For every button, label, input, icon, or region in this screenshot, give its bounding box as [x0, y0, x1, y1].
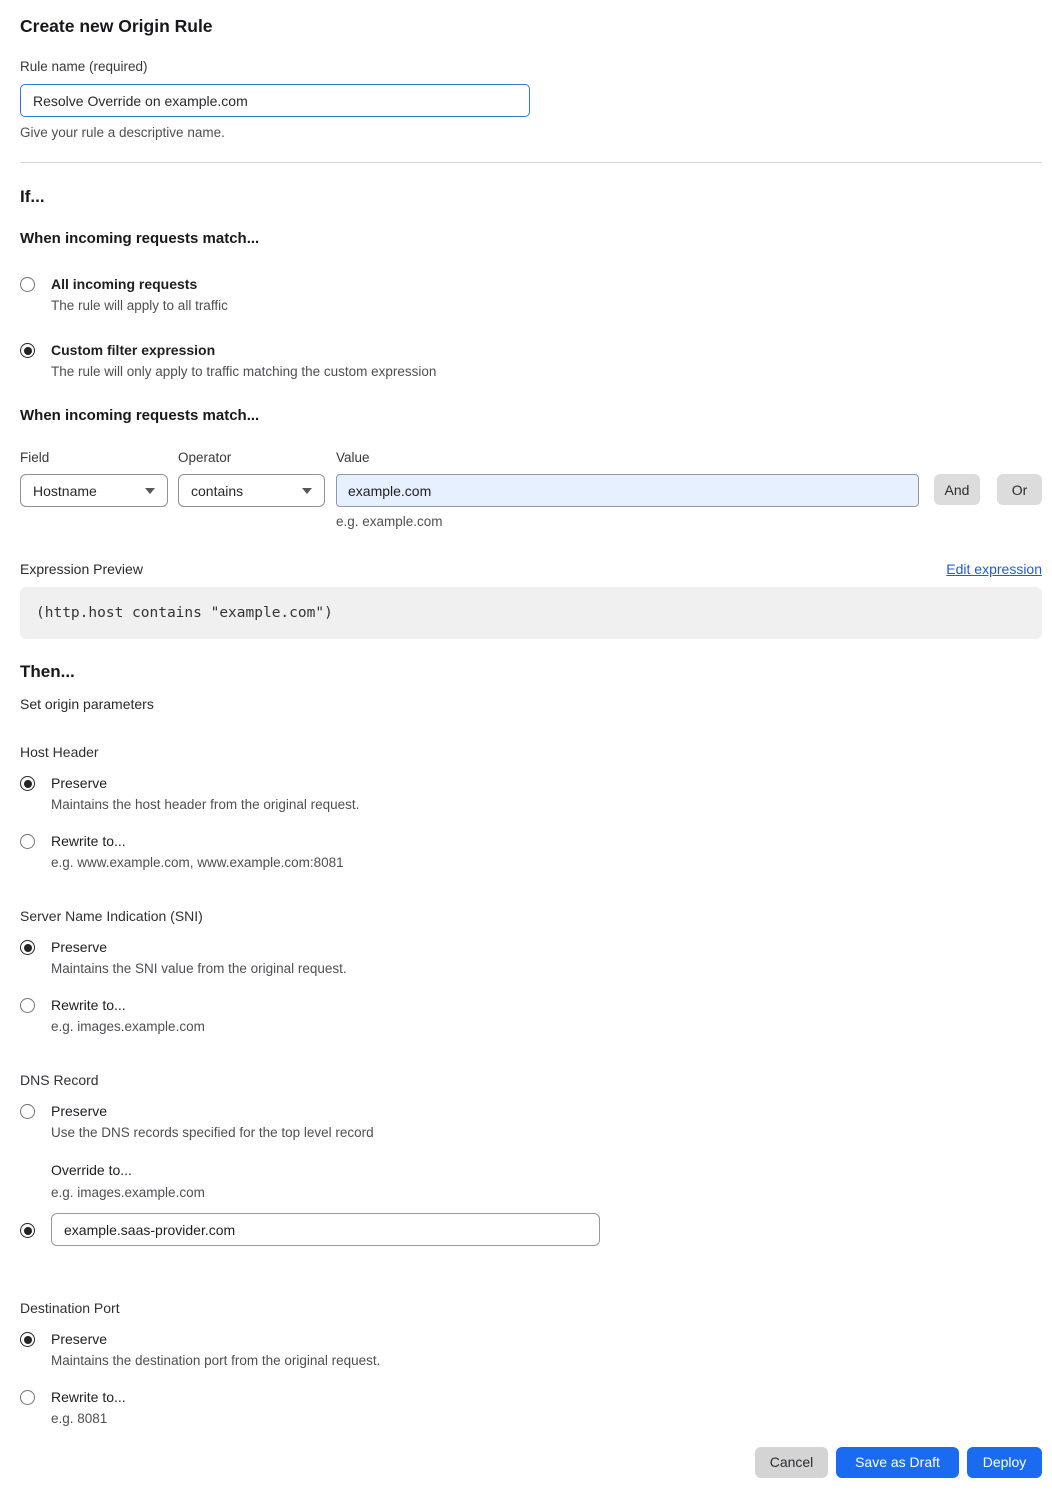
option-label: Rewrite to...: [51, 833, 126, 849]
operator-label: Operator: [178, 450, 232, 465]
option-label: Preserve: [51, 775, 108, 791]
option-dns-preserve[interactable]: [20, 1102, 1042, 1141]
expression-builder-row: [20, 449, 1042, 530]
radio-dns-preserve[interactable]: [20, 1104, 35, 1119]
set-origin-parameters-label: Set origin parameters: [20, 696, 154, 712]
option-label: Custom filter expression: [51, 342, 216, 358]
radio-host-header-preserve[interactable]: [20, 776, 35, 791]
value-helper: e.g. example.com: [336, 514, 443, 529]
option-description: Maintains the SNI value from the original request.: [51, 961, 347, 976]
expression-preview-box: [20, 587, 1042, 639]
value-input[interactable]: [336, 474, 919, 507]
radio-sni-rewrite[interactable]: [20, 998, 35, 1013]
chevron-down-icon: [302, 488, 312, 494]
radio-custom-filter-expression[interactable]: [20, 343, 35, 358]
dns-override-helper: e.g. images.example.com: [51, 1185, 205, 1200]
chevron-down-icon: [145, 488, 155, 494]
option-description: e.g. images.example.com: [51, 1019, 205, 1034]
field-select-value: Hostname: [33, 482, 97, 499]
option-label: Rewrite to...: [51, 997, 126, 1013]
radio-port-preserve[interactable]: [20, 1332, 35, 1347]
option-description: The rule will only apply to traffic matching the custom expression: [51, 364, 437, 379]
deploy-button[interactable]: Deploy: [967, 1447, 1042, 1478]
option-port-preserve[interactable]: [20, 1330, 1042, 1369]
sni-label: Server Name Indication (SNI): [20, 908, 203, 924]
option-label: Preserve: [51, 939, 108, 955]
cancel-button[interactable]: Cancel: [755, 1447, 828, 1478]
footer-actions: [20, 1427, 1042, 1478]
value-label: Value: [336, 450, 370, 465]
option-description: Maintains the destination port from the original request.: [51, 1353, 381, 1368]
radio-all-incoming-requests[interactable]: [20, 277, 35, 292]
option-port-rewrite[interactable]: [20, 1388, 1042, 1427]
expression-builder-heading: When incoming requests match...: [20, 407, 260, 424]
edit-expression-link[interactable]: Edit expression: [946, 561, 1042, 577]
option-host-header-rewrite[interactable]: [20, 832, 1042, 871]
option-custom-filter-expression[interactable]: [20, 341, 1042, 380]
dns-override-label: Override to...: [51, 1162, 132, 1178]
radio-port-rewrite[interactable]: [20, 1390, 35, 1405]
expression-preview-label: Expression Preview: [20, 561, 143, 577]
option-label: Rewrite to...: [51, 1389, 126, 1405]
expression-preview-row: [20, 561, 1042, 577]
radio-sni-preserve[interactable]: [20, 940, 35, 955]
host-header-label: Host Header: [20, 744, 99, 760]
operator-select[interactable]: [178, 474, 325, 507]
option-sni-rewrite[interactable]: [20, 996, 1042, 1035]
expression-text: (http.host contains "example.com"): [36, 605, 333, 621]
section-divider: [20, 162, 1042, 163]
field-label: Field: [20, 450, 50, 465]
or-button[interactable]: Or: [997, 474, 1042, 505]
option-description: Maintains the host header from the original request.: [51, 797, 360, 812]
operator-select-value: contains: [191, 482, 244, 499]
option-host-header-preserve[interactable]: [20, 774, 1042, 813]
option-all-incoming-requests[interactable]: [20, 275, 1042, 314]
option-label: Preserve: [51, 1331, 108, 1347]
incoming-requests-match-heading: When incoming requests match...: [20, 230, 260, 247]
dns-override-input[interactable]: [51, 1213, 600, 1246]
radio-dns-override[interactable]: [20, 1223, 35, 1238]
page-title: Create new Origin Rule: [20, 16, 213, 36]
option-sni-preserve[interactable]: [20, 938, 1042, 977]
rule-name-label: Rule name (required): [20, 59, 148, 74]
option-description: e.g. www.example.com, www.example.com:8081: [51, 855, 344, 870]
option-description: The rule will apply to all traffic: [51, 298, 228, 313]
option-label: Preserve: [51, 1103, 108, 1119]
then-heading: Then...: [20, 662, 75, 681]
save-as-draft-button[interactable]: Save as Draft: [836, 1447, 959, 1478]
and-button[interactable]: And: [934, 474, 980, 505]
destination-port-label: Destination Port: [20, 1300, 120, 1316]
rule-name-helper: Give your rule a descriptive name.: [20, 125, 225, 140]
option-description: e.g. 8081: [51, 1411, 108, 1426]
field-select[interactable]: [20, 474, 168, 507]
radio-host-header-rewrite[interactable]: [20, 834, 35, 849]
option-description: Use the DNS records specified for the top level record: [51, 1125, 374, 1140]
dns-record-label: DNS Record: [20, 1072, 99, 1088]
rule-name-input[interactable]: [20, 84, 530, 117]
if-heading: If...: [20, 187, 45, 206]
option-label: All incoming requests: [51, 276, 198, 292]
dns-override-block: [51, 1161, 1042, 1246]
